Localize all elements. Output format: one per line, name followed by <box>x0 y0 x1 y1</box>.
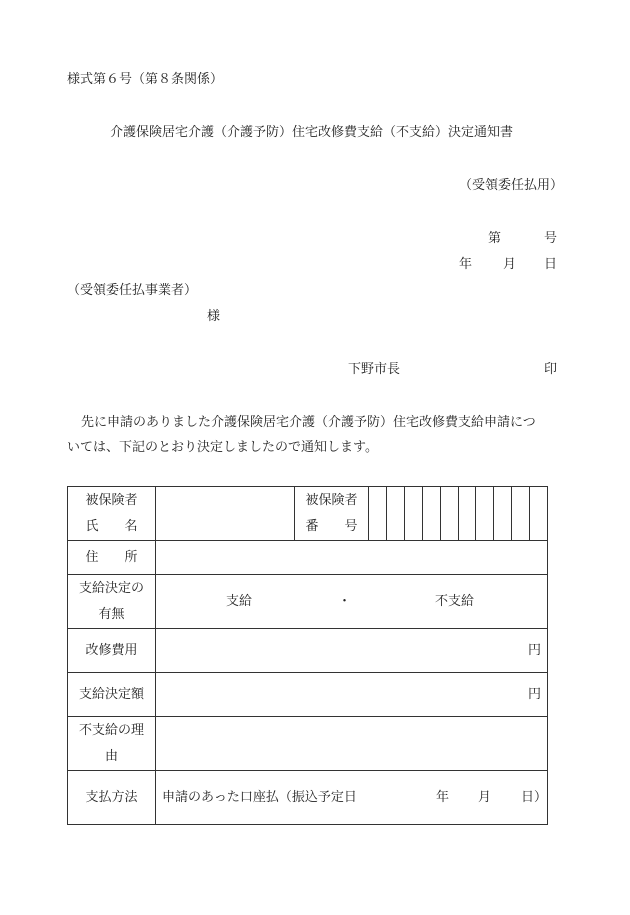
insured-number-field[interactable] <box>369 487 548 541</box>
issuer-seal: 印 <box>544 362 558 377</box>
digit-box[interactable] <box>440 487 458 540</box>
row-cost <box>68 629 548 673</box>
form-number: 様式第６号（第８条関係） <box>67 72 224 87</box>
amount-field[interactable]: 円 <box>156 673 548 717</box>
method-month: 月 <box>478 790 492 805</box>
insured-name-label: 被保険者 氏 名 <box>68 487 156 541</box>
address-field[interactable] <box>156 541 548 575</box>
usage-note: （受領委任払用） <box>459 178 564 193</box>
digit-box[interactable] <box>493 487 511 540</box>
recipient-label: （受領委任払事業者） <box>67 283 198 298</box>
digit-box[interactable] <box>475 487 493 540</box>
insured-name-field[interactable] <box>156 487 295 541</box>
amount-label: 支給決定額 <box>68 673 156 717</box>
row-address <box>68 541 548 575</box>
digit-box[interactable] <box>386 487 404 540</box>
decision-field[interactable] <box>156 575 548 629</box>
cost-field[interactable]: 円 <box>156 629 548 673</box>
reason-field[interactable] <box>156 717 548 771</box>
decision-option-pay[interactable]: 支給 <box>226 594 253 609</box>
method-year: 年 <box>436 790 450 805</box>
document-title: 介護保険居宅介護（介護予防）住宅改修費支給（不支給）決定通知書 <box>110 125 514 140</box>
reason-label: 不支給の理 由 <box>68 717 156 771</box>
row-amount <box>68 673 548 717</box>
method-field[interactable] <box>156 771 548 825</box>
date-day: 日 <box>544 257 558 272</box>
date-year: 年 <box>459 257 473 272</box>
insured-number-label: 被保険者 番 号 <box>295 487 369 541</box>
row-decision <box>68 575 548 629</box>
row-method <box>68 771 548 825</box>
recipient-honorific: 様 <box>207 309 221 324</box>
digit-box[interactable] <box>511 487 529 540</box>
method-label: 支払方法 <box>68 771 156 825</box>
row-reason <box>68 717 548 771</box>
address-label: 住 所 <box>68 541 156 575</box>
cost-label: 改修費用 <box>68 629 156 673</box>
row-insured <box>68 487 548 541</box>
body-text-line2: いては、下記のとおり決定しましたので通知します。 <box>67 440 378 455</box>
date-month: 月 <box>503 257 517 272</box>
digit-box[interactable] <box>529 487 547 540</box>
decision-table <box>67 486 548 825</box>
decision-separator: ・ <box>338 594 352 609</box>
doc-number-go: 号 <box>544 231 558 246</box>
decision-option-nopay[interactable]: 不支給 <box>435 594 475 609</box>
issuer-name: 下野市長 <box>348 362 401 377</box>
method-day: 日） <box>521 790 548 805</box>
digit-box[interactable] <box>404 487 422 540</box>
digit-box[interactable] <box>422 487 440 540</box>
digit-box[interactable] <box>458 487 476 540</box>
method-text: 申請のあった口座払（振込予定日 <box>162 790 357 805</box>
doc-number-dai: 第 <box>488 231 502 246</box>
decision-label: 支給決定の 有無 <box>68 575 156 629</box>
body-text-line1: 先に申請のありました介護保険居宅介護（介護予防）住宅改修費支給申請につ <box>81 415 536 430</box>
digit-box[interactable] <box>369 487 386 540</box>
